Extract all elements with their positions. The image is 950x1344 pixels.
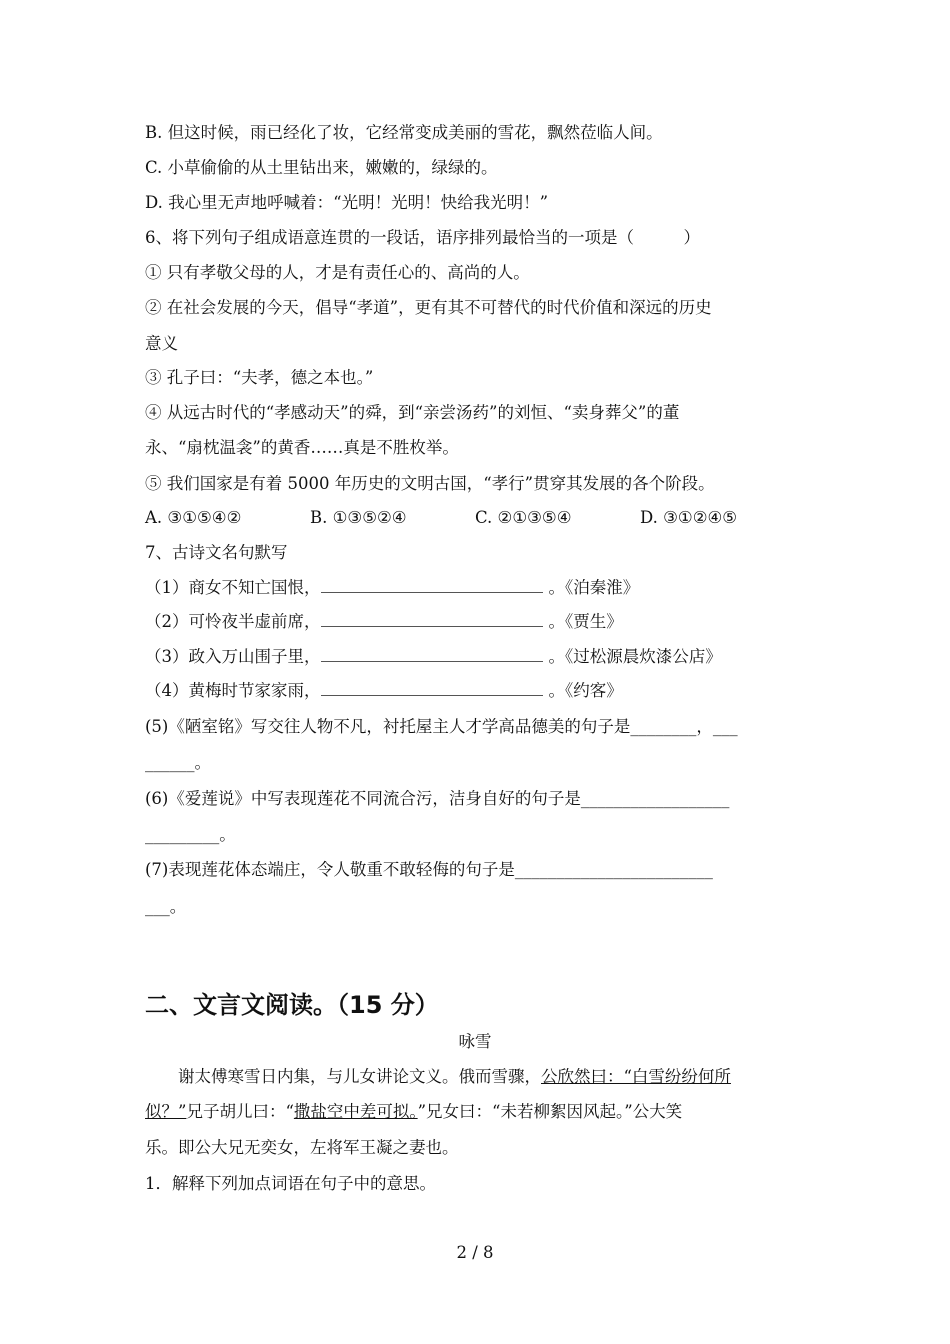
- poem-item-1: [145, 577, 639, 599]
- answer-options: [145, 507, 805, 529]
- passage-line-1: [178, 1066, 731, 1088]
- poem-item-7-line-1: (7)表现莲花体态端庄，令人敬重不敢轻侮的句子是________________________: [145, 860, 713, 879]
- answer-option-a: A. ③①⑤④②: [145, 508, 242, 527]
- section-heading: 二、文言文阅读。（15 分）: [145, 991, 439, 1019]
- poem-item-3: [145, 646, 722, 668]
- sub-question-1: 1．解释下列加点词语在句子中的意思。: [145, 1174, 436, 1193]
- passage-text: ”兄女曰：“未若柳絮因风起。”公大笑: [417, 1102, 683, 1121]
- poem-item-6-line-2: _________。: [145, 825, 236, 844]
- sentence-1: ① 只有孝敬父母的人，才是有责任心的、高尚的人。: [145, 263, 530, 282]
- fill-blank[interactable]: [321, 611, 543, 627]
- poem-item-7-line-2: ___。: [145, 897, 187, 916]
- fill-blank[interactable]: [321, 646, 543, 662]
- poem-source: 。《约客》: [548, 681, 623, 700]
- poem-item-5-line-2: ______。: [145, 753, 211, 772]
- page-number: 2 / 8: [456, 1243, 494, 1262]
- sentence-3: ③ 孔子曰：“夫孝，德之本也。”: [145, 368, 374, 387]
- passage-line-3: 乐。即公大兄无奕女，左将军王凝之妻也。: [145, 1138, 459, 1157]
- underlined-text: 公欣然曰：“白雪纷纷何所: [541, 1067, 731, 1086]
- underlined-text: 撒盐空中差可拟。: [293, 1102, 418, 1121]
- poem-source: 。《过松源晨炊漆公店》: [548, 647, 722, 666]
- sentence-4-line-1: ④ 从远古时代的“孝感动天”的舜，到“亲尝汤药”的刘恒、“卖身葬父”的董: [145, 403, 680, 422]
- question-6: 6、将下列句子组成语意连贯的一段话，语序排列最恰当的一项是（ ）: [145, 228, 700, 247]
- poem-item-4: [145, 680, 623, 702]
- fill-blank[interactable]: [321, 680, 543, 696]
- option-c: C. 小草偷偷的从土里钻出来，嫩嫩的，绿绿的。: [145, 158, 498, 177]
- sentence-5: ⑤ 我们国家是有着 5000 年历史的文明古国，“孝行”贯穿其发展的各个阶段。: [145, 474, 715, 493]
- poem-label: （4）黄梅时节家家雨，: [145, 681, 321, 700]
- passage-text: 谢太傅寒雪日内集，与儿女讲论文义。俄而雪骤，: [178, 1067, 541, 1086]
- answer-option-c: C. ②①③⑤④: [475, 508, 572, 527]
- sentence-2-line-2: 意义: [145, 334, 178, 353]
- answer-option-d: D. ③①②④⑤: [640, 508, 738, 527]
- passage-text: 兄子胡儿曰：“: [186, 1102, 294, 1121]
- answer-option-b: B. ①③⑤②④: [310, 508, 407, 527]
- poem-label: （3）政入万山围子里，: [145, 647, 321, 666]
- sentence-4-line-2: 永、“扇枕温衾”的黄香……真是不胜枚举。: [145, 438, 459, 457]
- underlined-text: 似？”: [145, 1102, 187, 1121]
- poem-label: （2）可怜夜半虚前席，: [145, 612, 321, 631]
- poem-source: 。《贾生》: [548, 612, 623, 631]
- option-d: D. 我心里无声地呼喊着：“光明！光明！快给我光明！”: [145, 193, 549, 212]
- poem-item-6-line-1: (6)《爱莲说》中写表现莲花不同流合污，洁身自好的句子是__________________: [145, 789, 730, 808]
- poem-source: 。《泊秦淮》: [548, 578, 640, 597]
- poem-item-5-line-1: (5)《陋室铭》写交往人物不凡，衬托屋主人才学高品德美的句子是________，___: [145, 717, 738, 736]
- poem-label: （1）商女不知亡国恨，: [145, 578, 321, 597]
- passage-line-2: [145, 1101, 682, 1123]
- poem-item-2: [145, 611, 623, 633]
- question-7: 7、古诗文名句默写: [145, 543, 288, 562]
- option-b: B. 但这时候，雨已经化了妆，它经常变成美丽的雪花，飘然莅临人间。: [145, 123, 663, 142]
- passage-title: 咏雪: [458, 1032, 492, 1051]
- sentence-2-line-1: ② 在社会发展的今天，倡导“孝道”，更有其不可替代的时代价值和深远的历史: [145, 298, 712, 317]
- fill-blank[interactable]: [321, 577, 543, 593]
